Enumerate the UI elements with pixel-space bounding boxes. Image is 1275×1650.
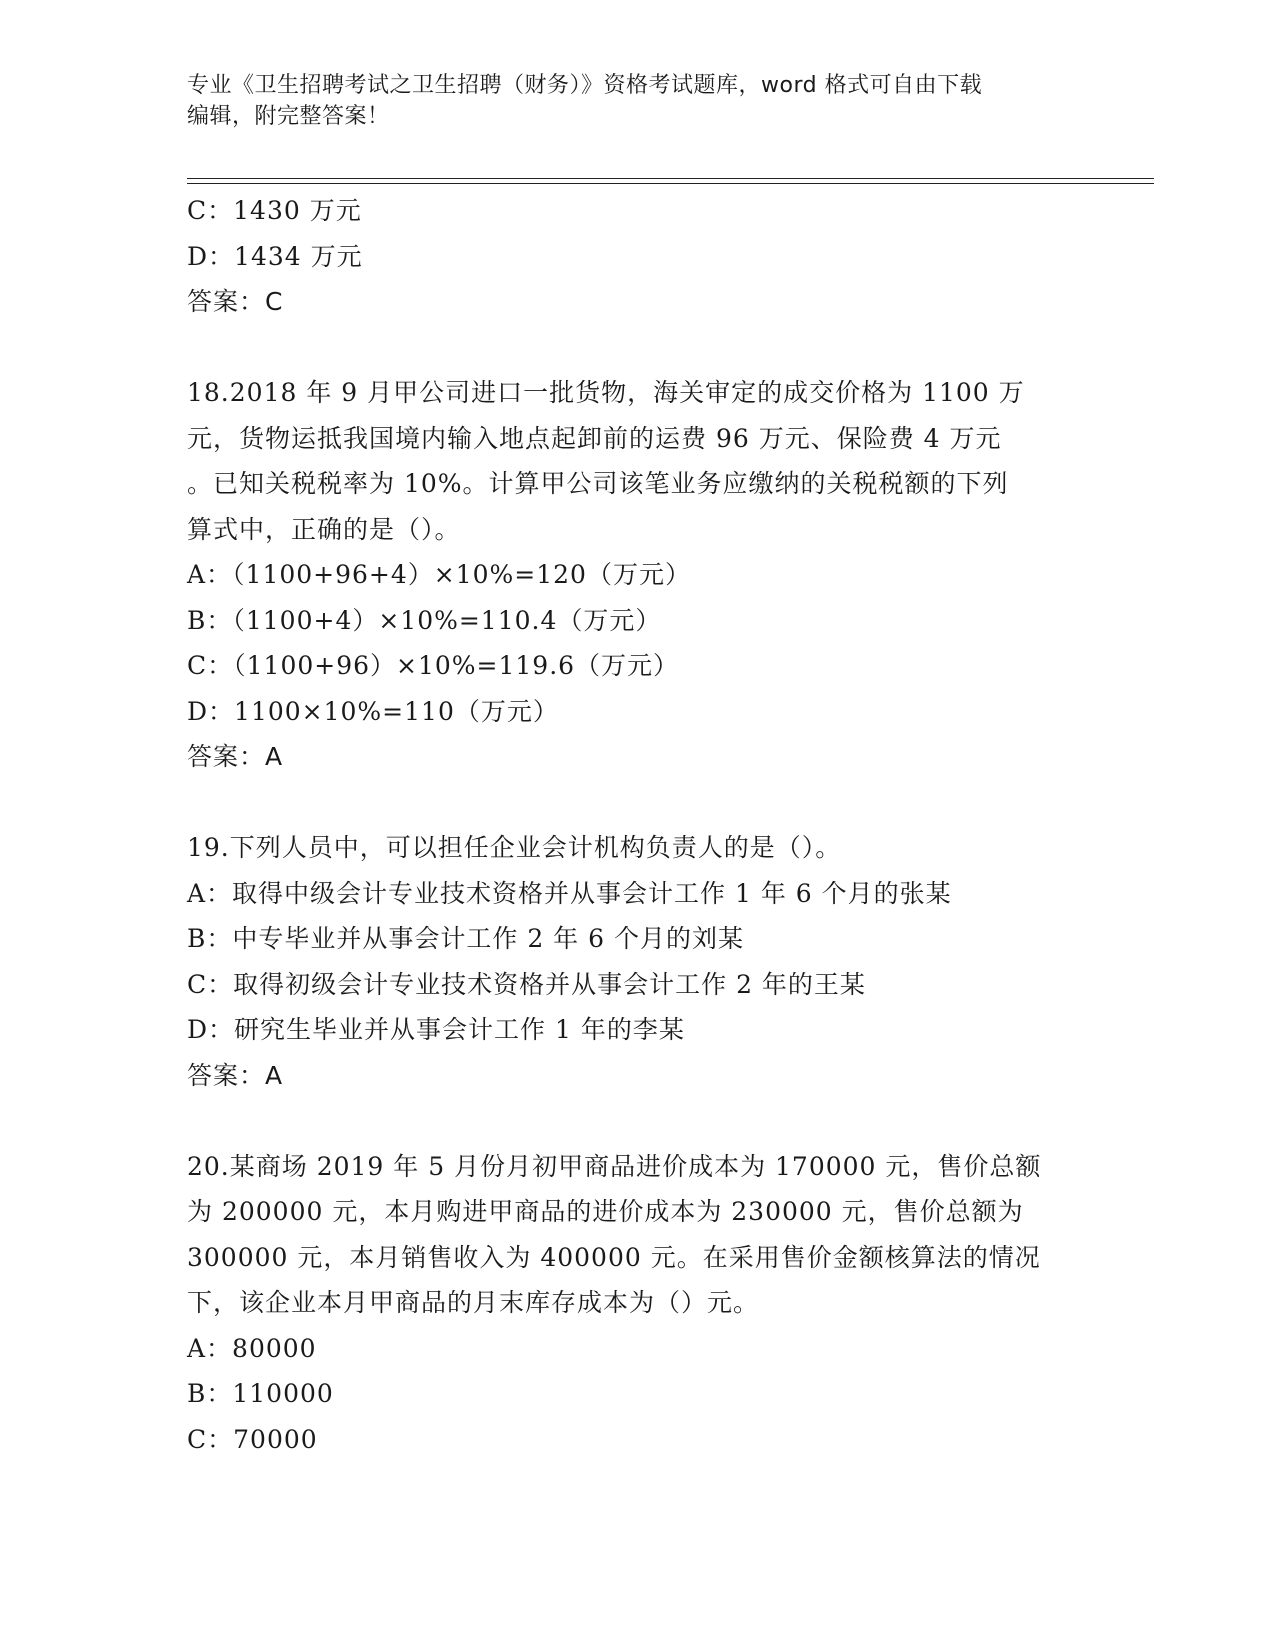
spacer — [187, 325, 1087, 371]
question-20 — [187, 1144, 1087, 1463]
header-line-2: 编辑，附完整答案！ — [187, 104, 390, 129]
question-stem-line: 为 200000 元，本月购进甲商品的进价成本为 230000 元，售价总额为 — [187, 1197, 1024, 1226]
question-stem-line: 算式中，正确的是（）。 — [187, 514, 461, 544]
answer-line: 答案：A — [187, 1060, 284, 1090]
question-stem-line: 。已知关税税率为 10%。计算甲公司该笔业务应缴纳的关税税额的下列 — [187, 469, 1009, 498]
option-c: C：取得初级会计专业技术资格并从事会计工作 2 年的王某 — [187, 969, 866, 999]
document-body — [187, 188, 1087, 1462]
question-stem-line: 19.下列人员中，可以担任企业会计机构负责人的是（）。 — [187, 833, 842, 862]
option-d: D：1100×10%=110（万元） — [187, 696, 559, 726]
option-b: B：（1100+4）×10%=110.4（万元） — [187, 605, 662, 635]
option-c: C：1430 万元 — [187, 196, 362, 225]
header-line-1: 专业《卫生招聘考试之卫生招聘（财务）》资格考试题库，word 格式可自由下载 — [187, 73, 983, 98]
question-stem-line: 元，货物运抵我国境内输入地点起卸前的运费 96 万元、保险费 4 万元 — [187, 423, 1002, 453]
question-stem-line: 300000 元，本月销售收入为 400000 元。在采用售价金额核算法的情况 — [187, 1242, 1041, 1272]
option-d: D：1434 万元 — [187, 241, 363, 271]
question-18 — [187, 370, 1087, 780]
header-divider-bottom — [187, 183, 1154, 184]
option-c: C：（1100+96）×10%=119.6（万元） — [187, 651, 680, 680]
question-stem-line: 20.某商场 2019 年 5 月份月初甲商品进价成本为 170000 元，售价总额 — [187, 1151, 1042, 1181]
question-19 — [187, 825, 1087, 1098]
header-divider-top — [187, 178, 1154, 179]
option-d: D：研究生毕业并从事会计工作 1 年的李某 — [187, 1015, 685, 1044]
option-b: B：中专毕业并从事会计工作 2 年 6 个月的刘某 — [187, 924, 744, 953]
option-b: B：110000 — [187, 1379, 334, 1408]
spacer — [187, 1098, 1087, 1144]
answer-line: 答案：C — [187, 287, 284, 316]
option-c: C：70000 — [187, 1424, 318, 1454]
option-a: A：80000 — [187, 1333, 317, 1363]
question-stem-line: 下，该企业本月甲商品的月末库存成本为（）元。 — [187, 1288, 760, 1317]
option-a: A：取得中级会计专业技术资格并从事会计工作 1 年 6 个月的张某 — [187, 878, 952, 908]
spacer — [187, 780, 1087, 826]
document-header — [187, 70, 1087, 132]
prev-question — [187, 188, 1087, 325]
question-stem-line: 18.2018 年 9 月甲公司进口一批货物，海关审定的成交价格为 1100 万 — [187, 378, 1025, 407]
answer-line: 答案：A — [187, 742, 284, 771]
option-a: A：（1100+96+4）×10%=120（万元） — [187, 560, 691, 589]
